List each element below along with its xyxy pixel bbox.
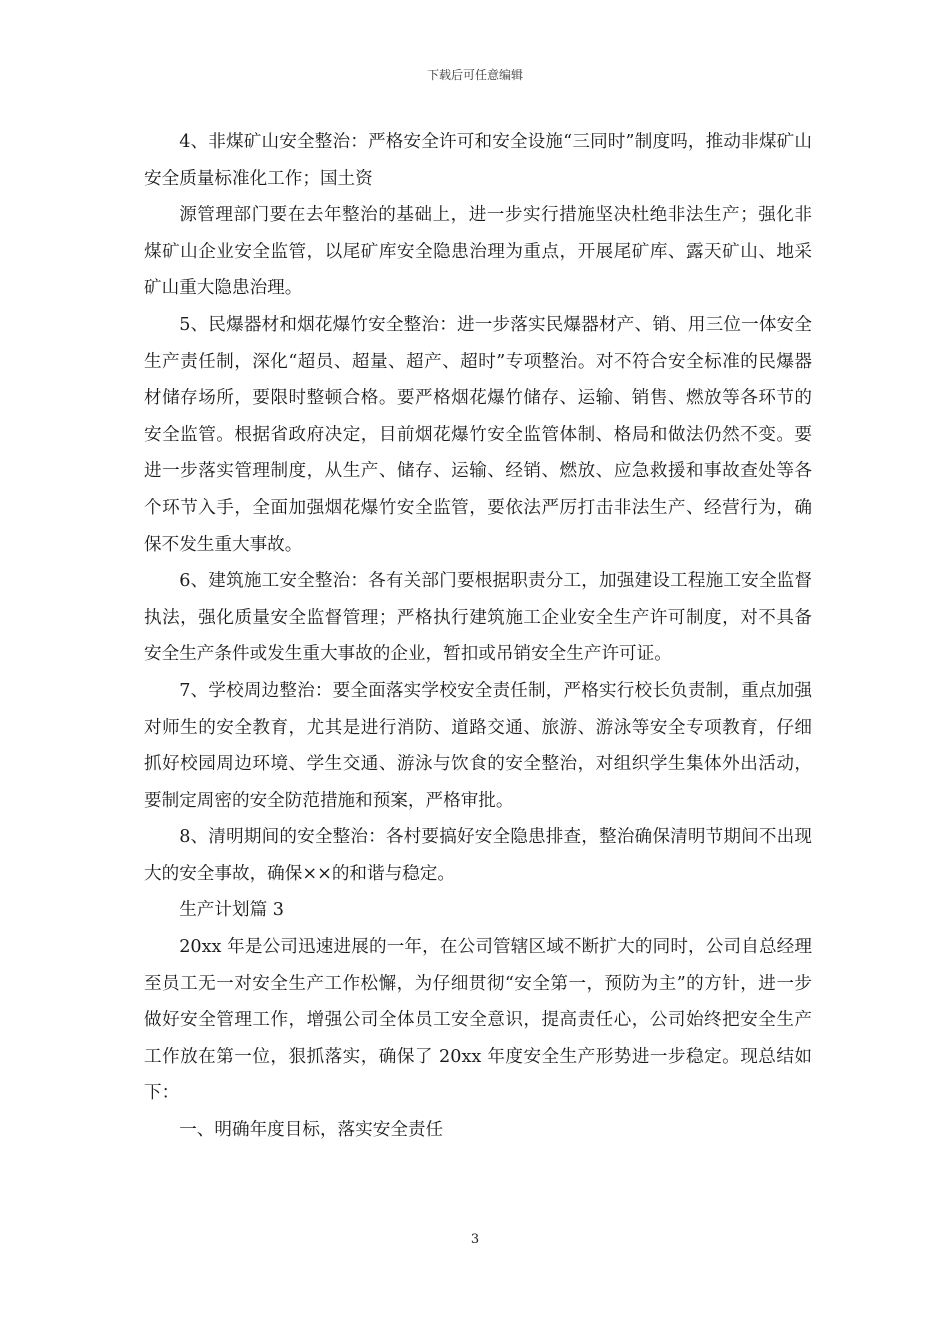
paragraph-item-5: 5、民爆器材和烟花爆竹安全整治：进一步落实民爆器材产、销、用三位一体安全生产责任制，深化“超员、超量、超产、超时”专项整治。对不符合安全标准的民爆器材储存场所，要限时整顿合格。要严格烟花爆竹储存、运输、销售、燃放等各环节的安全监管。根据省政府决定，目前烟花爆竹安全监管体制、格局和做法仍然不变。要进一步落实管理制度，从生产、储存、运输、经销、燃放、应急救援和事故查处等各个环节入手，全面加强烟花爆竹安全监管，要依法严厉打击非法生产、经营行为，确保不发生重大事故。 [144,314,812,555]
page-header: 下载后可任意编辑 [426,68,523,82]
paragraph-item-6: 6、建筑施工安全整治：各有关部门要根据职责分工，加强建设工程施工安全监督执法，强化质量安全监督管理；严格执行建筑施工企业安全生产许可制度，对不具备安全生产条件或发生重大事故的企业，暂扣或吊销安全生产许可证。 [144,571,812,665]
section-heading: 生产计划篇 3 [179,900,284,921]
paragraph-item-8: 8、清明期间的安全整治：各村要搞好安全隐患排查，整治确保清明节期间不出现大的安全事故，确保××的和谐与稳定。 [144,827,812,884]
page-number: 3 [470,1232,480,1247]
paragraph-item-7: 7、学校周边整治：要全面落实学校安全责任制，严格实行校长负责制，重点加强对师生的安全教育，尤其是进行消防、道路交通、旅游、游泳等安全专项教育，仔细抓好校园周边环境、学生交通、游泳与饮食的安全整治，对组织学生集体外出活动，要制定周密的安全防范措施和预案，严格审批。 [144,680,812,811]
paragraph-land-resources: 源管理部门要在去年整治的基础上，进一步实行措施坚决杜绝非法生产；强化非煤矿山企业安全监管，以尾矿库安全隐患治理为重点，开展尾矿库、露天矿山、地采矿山重大隐患治理。 [144,205,812,299]
paragraph-item-4: 4、非煤矿山安全整治：严格安全许可和安全设施“三同时”制度吗，推动非煤矿山安全质量标准化工作；国土资 [144,132,812,189]
subsection-heading: 一、明确年度目标，落实安全责任 [179,1120,444,1141]
paragraph-summary: 20xx 年是公司迅速进展的一年，在公司管辖区域不断扩大的同时，公司自总经理至员工无一对安全生产工作松懈，为仔细贯彻“安全第一，预防为主”的方针，进一步做好安全管理工作，增强公司全体员工安全意识，提高责任心，公司始终把安全生产工作放在第一位，狠抓落实，确保了 20xx 年度安全生产形势进一步稳定。现总结如下： [144,937,812,1104]
document-body [144,124,812,1149]
